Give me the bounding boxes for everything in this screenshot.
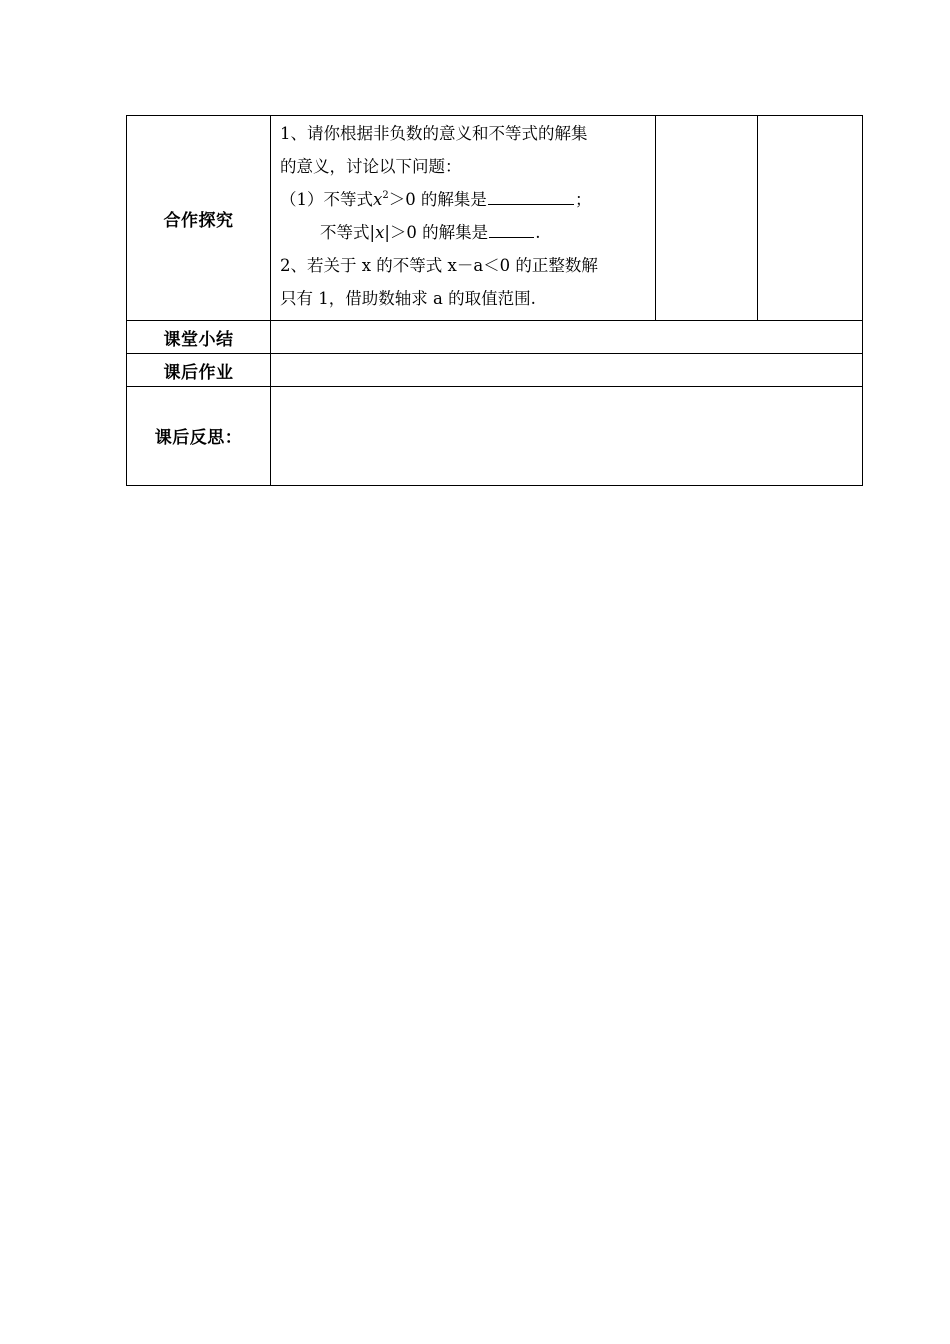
question-1-line-2: 的意义，讨论以下问题： <box>280 157 462 176</box>
question-1a-prefix: （1）不等式 <box>280 190 373 209</box>
summary-content-cell <box>271 321 863 354</box>
question-1a-exponent: 2 <box>382 190 389 201</box>
row-summary <box>127 321 863 354</box>
lesson-plan-table <box>126 115 863 486</box>
empty-cell-col4 <box>758 116 863 321</box>
question-1b-prefix: 不等式| <box>320 223 376 242</box>
question-1b-end: . <box>535 223 541 242</box>
answer-blank-1a[interactable] <box>488 188 574 205</box>
label-cooperation: 合作探究 <box>127 116 271 321</box>
reflection-content-cell <box>271 387 863 486</box>
question-1a-variable: x <box>373 190 383 209</box>
question-1b-middle: |＞0 的解集是 <box>384 223 489 242</box>
label-summary: 课堂小结 <box>127 321 271 354</box>
row-cooperation <box>127 116 863 321</box>
question-2-line-2: 只有 1，借助数轴求 a 的取值范围. <box>280 289 536 308</box>
question-1a-end: ； <box>574 190 592 209</box>
question-1a-middle: ＞0 的解集是 <box>388 190 487 209</box>
cooperation-content <box>271 116 656 321</box>
question-1b-variable: x <box>375 223 385 242</box>
homework-content-cell <box>271 354 863 387</box>
empty-cell-col3 <box>656 116 758 321</box>
question-2-line-1: 2、若关于 x 的不等式 x－a＜0 的正整数解 <box>280 256 598 275</box>
label-homework: 课后作业 <box>127 354 271 387</box>
row-homework <box>127 354 863 387</box>
label-reflection: 课后反思： <box>127 387 271 486</box>
question-1-line-1: 1、请你根据非负数的意义和不等式的解集 <box>280 124 588 143</box>
row-reflection <box>127 387 863 486</box>
question-1a <box>280 183 649 216</box>
question-1b <box>280 216 649 249</box>
answer-blank-1b[interactable] <box>489 221 534 238</box>
